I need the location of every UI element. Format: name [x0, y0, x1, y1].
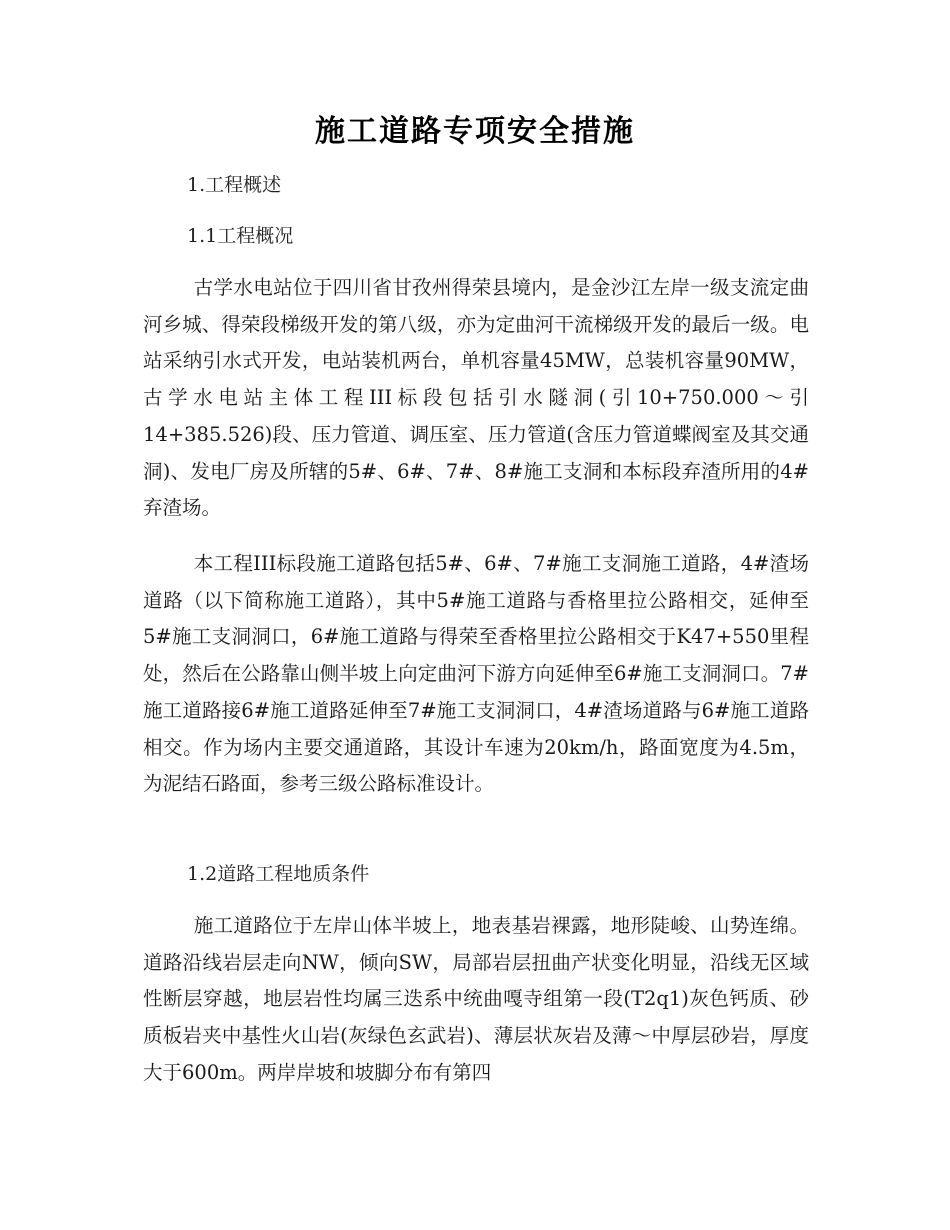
- section-heading-overview: 1.工程概述: [187, 174, 282, 196]
- section-heading-geology: 1.2道路工程地质条件: [187, 863, 370, 885]
- document-title: 施工道路专项安全措施: [315, 114, 635, 149]
- section-heading-project-summary: 1.1工程概况: [187, 225, 294, 247]
- paragraph-geology: 施工道路位于左岸山体半坡上，地表基岩裸露，地形陡峻、山势连绵。道路沿线岩层走向NW，倾向SW，局部岩层扭曲产状变化明显，沿线无区域性断层穿越，地层岩性均属三迭系中统曲嘎寺组第一段(T2q1)灰色钙质、砂质板岩夹中基性火山岩(灰绿色玄武岩)、薄层状灰岩及薄～中厚层砂岩，厚度大于600m。两岸岸坡和坡脚分布有第四: [143, 914, 809, 1084]
- paragraph-construction-roads: 本工程III标段施工道路包括5#、6#、7#施工支洞施工道路，4#渣场道路（以下简称施工道路），其中5#施工道路与香格里拉公路相交，延伸至5#施工支洞洞口，6#施工道路与得荣至香格里拉公路相交于K47+550里程处，然后在公路靠山侧半坡上向定曲河下游方向延伸至6#施工支洞洞口。7#施工道路接6#施工道路延伸至7#施工支洞洞口，4#渣场道路与6#施工道路相交。作为场内主要交通道路，其设计车速为20km/h，路面宽度为4.5m，为泥结石路面，参考三级公路标准设计。: [143, 552, 809, 796]
- paragraph-project-summary: 古学水电站位于四川省甘孜州得荣县境内，是金沙江左岸一级支流定曲河乡城、得荣段梯级开发的第八级，亦为定曲河干流梯级开发的最后一级。电站采纳引水式开发，电站装机两台，单机容量45MW，总装机容量90MW，古学水电站主体工程III标段包括引水隧洞(引10+750.000～引14+385.526)段、压力管道、调压室、压力管道(含压力管道蝶阀室及其交通洞)、发电厂房及所辖的5#、6#、7#、8#施工支洞和本标段弃渣所用的4#弃渣场。: [143, 276, 809, 520]
